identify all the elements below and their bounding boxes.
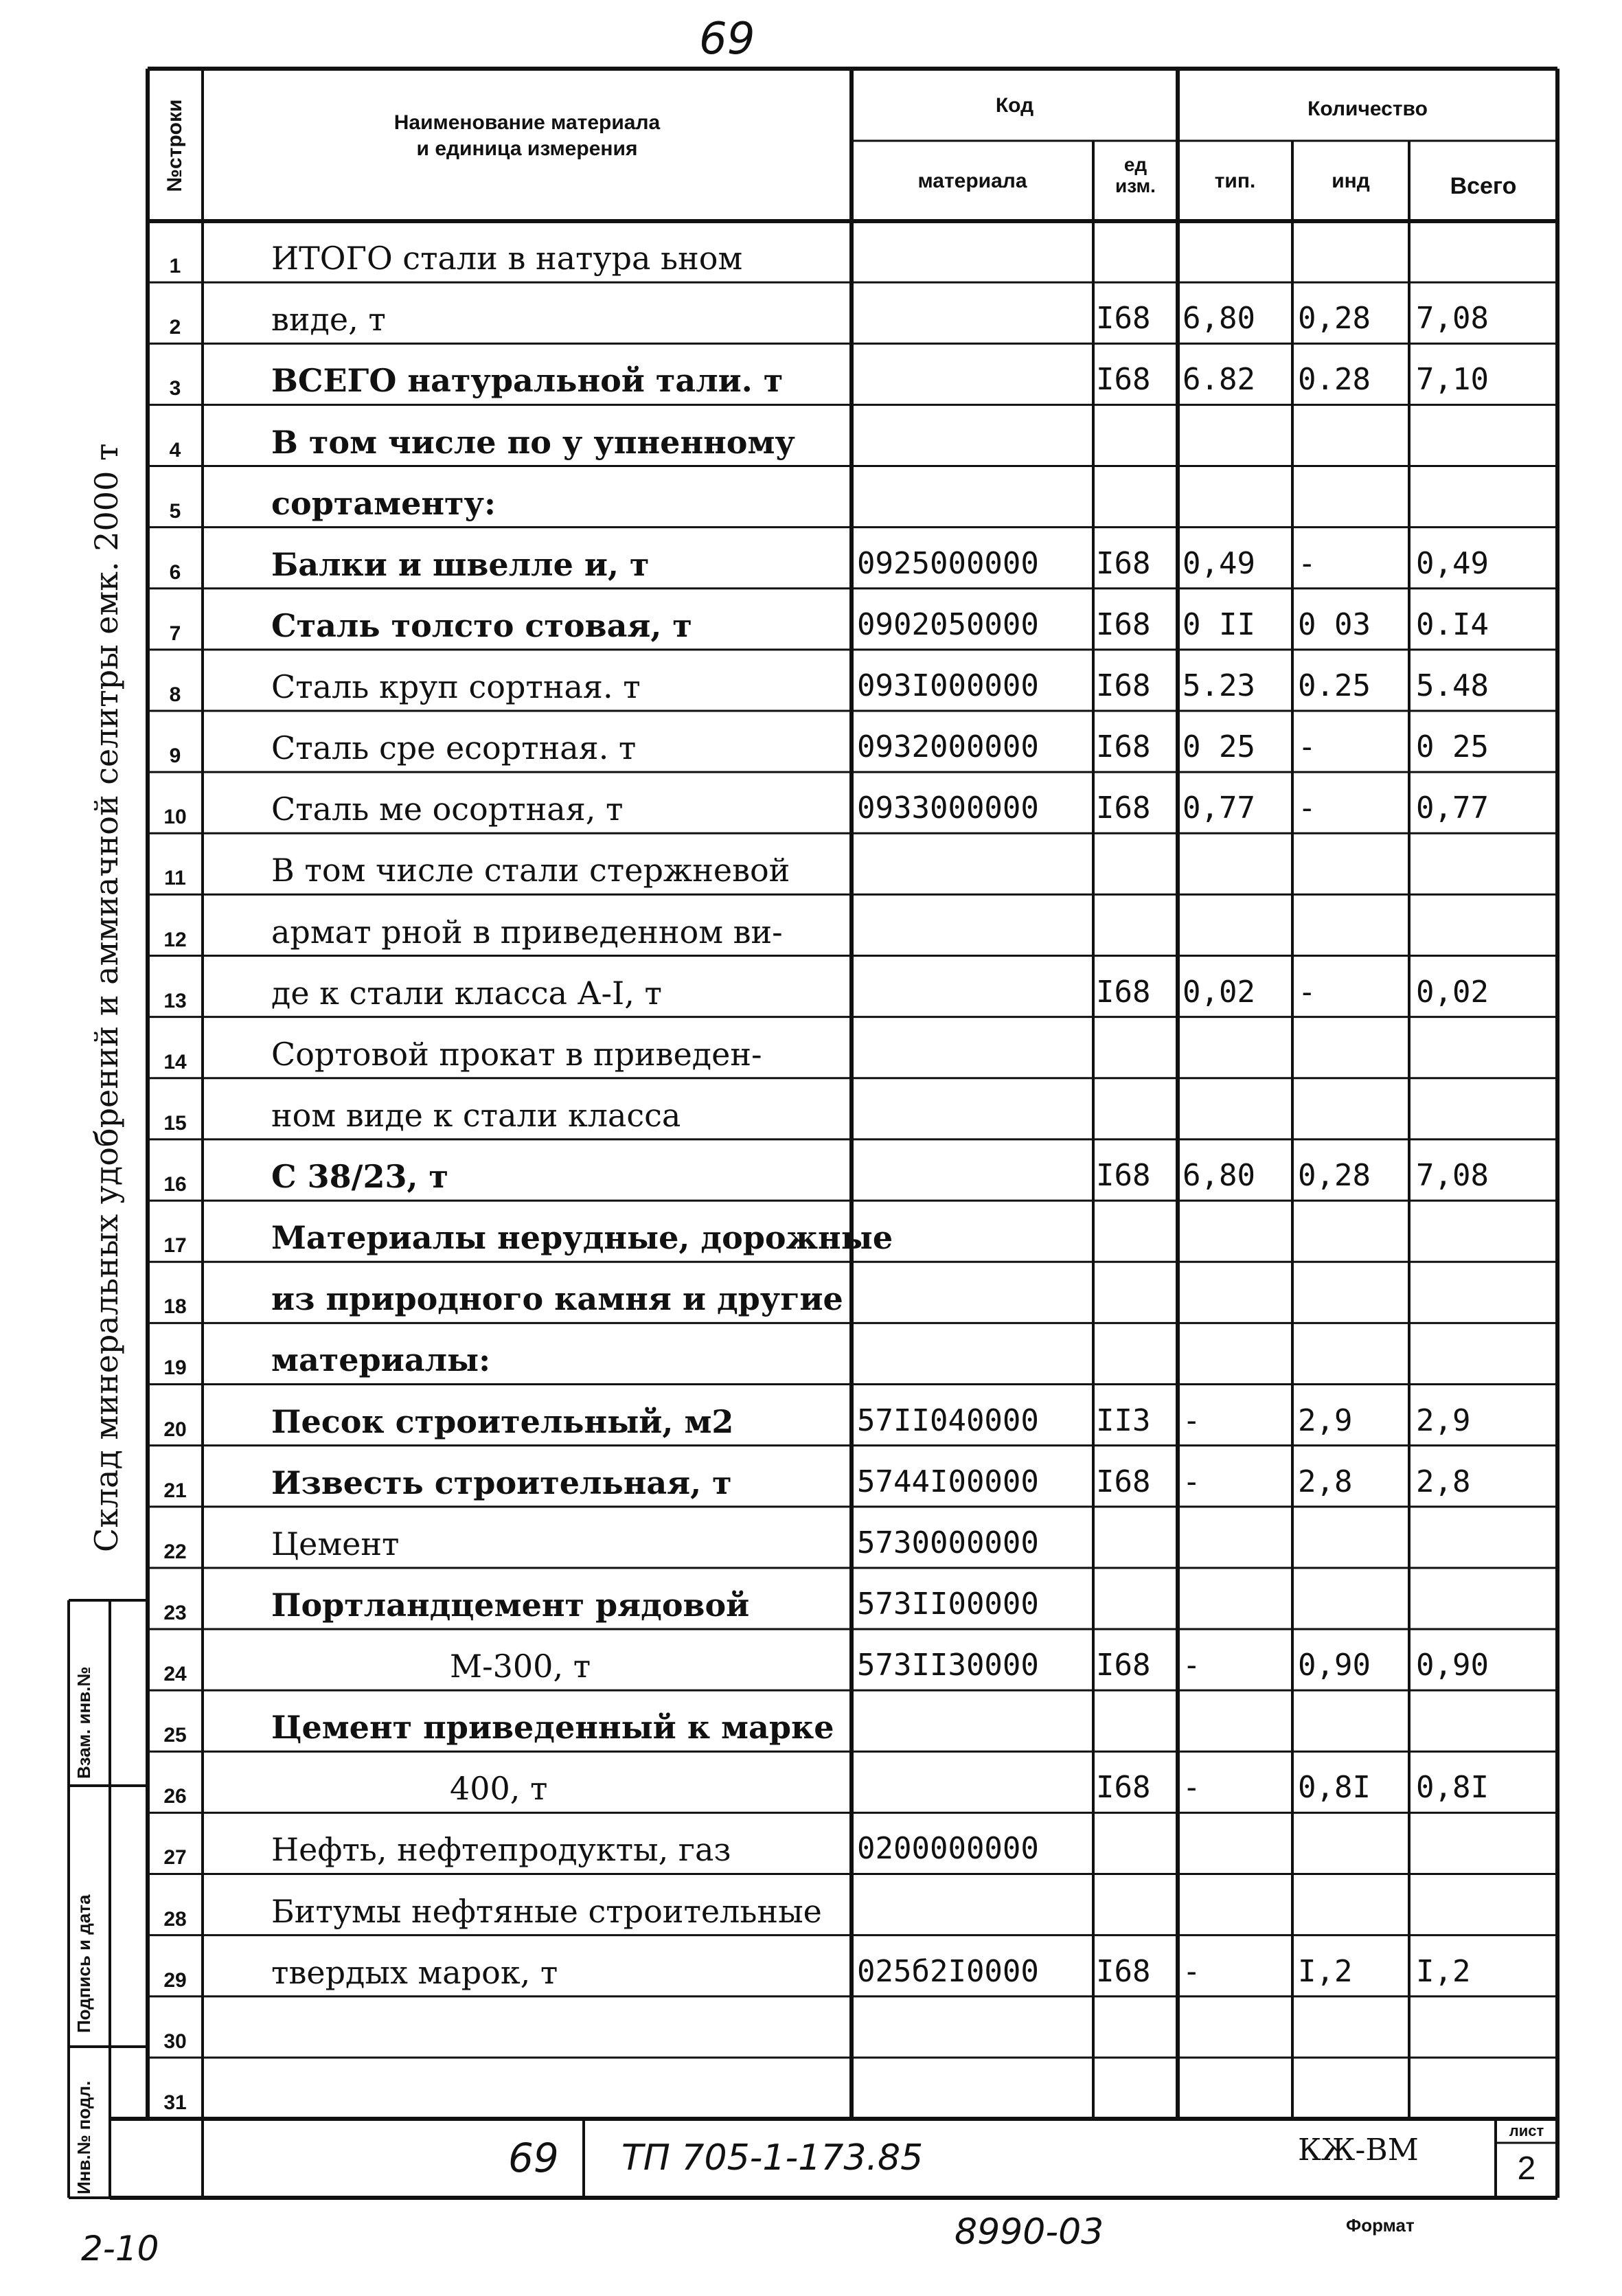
header-name-line1: Наименование материала [393,111,661,134]
bottom-center-note: 8990-03 [955,2212,1104,2253]
row-typ-cell: 0,02 [1183,974,1255,1010]
row-total-cell: 0,77 [1416,791,1489,826]
header-rownum: №строки [163,99,186,192]
row-name-cell: материалы: [271,1341,491,1379]
row-typ-cell: 0 25 [1183,729,1255,765]
row-total-cell: 0.I4 [1416,606,1489,642]
row-number: 6 [169,560,181,584]
row-ind-cell: 0,28 [1298,301,1371,337]
row-typ-cell: - [1183,1464,1201,1499]
stamp-sheet-number: 2 [1517,2150,1536,2187]
row-ind-cell: - [1298,545,1316,581]
page-number-top: 69 [699,14,755,65]
row-number: 24 [163,1663,187,1686]
row-number: 15 [163,1111,187,1135]
row-name-cell: В том числе стали стержневой [271,852,790,889]
row-unit-cell: I68 [1096,362,1151,398]
row-unit-cell: I68 [1096,729,1151,765]
row-name-cell: Цемент приведенный к марке [271,1709,834,1747]
row-number: 26 [163,1785,187,1808]
row-unit-cell: I68 [1096,791,1151,826]
header-unit [1093,155,1178,197]
row-unit-cell: I68 [1096,1770,1151,1806]
row-typ-cell: - [1183,1953,1201,1989]
row-unit-cell: I68 [1096,606,1151,642]
format-label: Формат [1346,2215,1415,2236]
row-typ-cell: 0,49 [1183,545,1255,581]
margin-field-original-inv: Инв.№ подл. [73,2080,94,2194]
row-unit-cell: II3 [1096,1402,1151,1438]
row-number: 8 [169,683,181,707]
row-name-cell: де к стали класса А-I, т [271,974,662,1012]
row-ind-cell: 0 03 [1298,606,1371,642]
row-ind-cell: 2,9 [1298,1402,1353,1438]
row-number: 2 [169,316,181,339]
stamp-sheet-label: лист [1509,2122,1544,2139]
row-total-cell: I,2 [1416,1953,1471,1989]
header-ind: инд [1332,170,1370,192]
row-name-cell: М-300, т [450,1648,591,1685]
stamp-mark: КЖ-ВМ [1298,2133,1419,2168]
header-name-line2: и единица измерения [416,137,638,160]
row-number: 29 [163,1968,187,1992]
row-typ-cell: - [1183,1402,1201,1438]
row-typ-cell: - [1183,1648,1201,1683]
row-name-cell: ном виде к стали класса [271,1096,681,1134]
row-number: 9 [169,745,181,768]
row-ind-cell: 0,8I [1298,1770,1371,1806]
row-ind-cell: 0,90 [1298,1648,1371,1683]
row-number: 5 [169,499,181,523]
row-number: 17 [163,1234,187,1258]
row-name-cell: Цемент [271,1525,400,1562]
row-code-cell: 573II30000 [857,1648,1039,1683]
row-name-cell: С 38/23, т [271,1158,448,1196]
row-number: 25 [163,1724,187,1747]
row-total-cell: 2,9 [1416,1402,1471,1438]
row-number: 11 [164,867,186,890]
header-total: Всего [1450,173,1517,199]
row-number: 21 [163,1479,187,1502]
row-total-cell: 7,10 [1416,362,1489,398]
row-number: 30 [163,2030,187,2053]
row-number: 22 [163,1540,187,1563]
row-name-cell: сортаменту: [271,484,496,522]
margin-field-signature-date: Подпись и дата [73,1894,94,2033]
row-total-cell: 0,90 [1416,1648,1489,1683]
stamp-page-number: 69 [508,2135,559,2181]
row-number: 27 [163,1846,187,1869]
row-number: 28 [163,1907,187,1931]
row-total-cell: 0 25 [1416,729,1489,765]
row-ind-cell: 2,8 [1298,1464,1353,1499]
row-name-cell: Материалы нерудные, дорожные [271,1219,893,1257]
row-unit-cell: I68 [1096,1953,1151,1989]
row-ind-cell: 0.25 [1298,668,1371,704]
row-code-cell: 0902050000 [857,606,1039,642]
row-name-cell: Портландцемент рядовой [271,1586,750,1624]
row-code-cell: 57II040000 [857,1402,1039,1438]
row-code-cell: 0925000000 [857,545,1039,581]
row-typ-cell: - [1183,1770,1201,1806]
row-typ-cell: 6,80 [1183,301,1255,337]
row-total-cell: 7,08 [1416,1158,1489,1194]
row-number: 16 [163,1173,187,1196]
row-typ-cell: 5.23 [1183,668,1255,704]
row-typ-cell: 6,80 [1183,1158,1255,1194]
row-typ-cell: 0 II [1183,606,1255,642]
row-unit-cell: I68 [1096,974,1151,1010]
row-name-cell: ИТОГО стали в натура ьном [271,240,743,277]
row-ind-cell: - [1298,974,1316,1010]
row-name-cell: Балки и швелле и, т [271,545,650,583]
header-code: Код [995,94,1034,117]
row-name-cell: Известь строительная, т [271,1464,732,1501]
header-typ: тип. [1214,170,1256,192]
row-number: 18 [163,1295,187,1319]
row-name-cell: из природного камня и другие [271,1280,843,1318]
header-quantity: Количество [1307,98,1428,120]
row-code-cell: 573II00000 [857,1586,1039,1622]
row-code-cell: 0932000000 [857,729,1039,765]
bottom-left-note: 2-10 [81,2229,159,2269]
row-name-cell: Сталь круп сортная. т [271,668,641,706]
row-code-cell: 093I000000 [857,668,1039,704]
row-ind-cell: 0,28 [1298,1158,1371,1194]
margin-field-replace-inv: Взам. инв.№ [73,1666,94,1779]
row-name-cell: Битумы нефтяные строительные [271,1892,822,1930]
row-unit-cell: I68 [1096,1464,1151,1499]
row-number: 23 [163,1601,187,1624]
header-unit-line1: ед [1123,154,1147,175]
row-total-cell: 5.48 [1416,668,1489,704]
row-code-cell: 5730000000 [857,1525,1039,1560]
stamp-doc-code: ТП 705-1-173.85 [621,2137,924,2179]
row-name-cell: Сталь сре есортная. т [271,729,637,767]
row-ind-cell: 0.28 [1298,362,1371,398]
row-name-cell: ВСЕГО натуральной тали. т [271,362,784,400]
row-number: 14 [163,1050,187,1073]
header-material-code: материала [917,170,1027,192]
row-unit-cell: I68 [1096,668,1151,704]
row-number: 3 [169,377,181,400]
row-number: 31 [163,2091,187,2114]
row-name-cell: виде, т [271,301,386,339]
header-name [206,110,848,161]
row-name-cell: Нефть, нефтепродукты, газ [271,1831,731,1869]
row-number: 13 [163,989,187,1012]
row-unit-cell: I68 [1096,1158,1151,1194]
row-unit-cell: I68 [1096,301,1151,337]
row-name-cell: Сталь толсто стовая, т [271,606,692,644]
row-code-cell: 025б2I0000 [857,1953,1039,1989]
row-number: 7 [169,622,181,645]
row-ind-cell: I,2 [1298,1953,1353,1989]
row-name-cell: Сталь ме осортная, т [271,791,624,828]
row-typ-cell: 0,77 [1183,791,1255,826]
row-ind-cell: - [1298,729,1316,765]
row-name-cell: армат рной в приведенном ви- [271,913,783,951]
row-ind-cell: - [1298,791,1316,826]
row-total-cell: 0,8I [1416,1770,1489,1806]
row-name-cell: твердых марок, т [271,1953,558,1991]
row-total-cell: 7,08 [1416,301,1489,337]
side-title: Склад минеральных удобрений и аммиачной селитры емк. 2000 т [88,443,125,1552]
row-code-cell: 0200000000 [857,1831,1039,1867]
row-total-cell: 0,02 [1416,974,1489,1010]
row-number: 4 [169,438,181,462]
row-number: 12 [163,928,187,951]
row-unit-cell: I68 [1096,545,1151,581]
row-number: 10 [163,806,187,829]
row-code-cell: 0933000000 [857,791,1039,826]
row-typ-cell: 6.82 [1183,362,1255,398]
row-name-cell: Песок строительный, м2 [271,1402,734,1440]
header-unit-line2: изм. [1115,174,1156,196]
row-code-cell: 5744I00000 [857,1464,1039,1499]
row-name-cell: Сортовой прокат в приведен- [271,1035,762,1073]
row-total-cell: 0,49 [1416,545,1489,581]
row-name-cell: В том числе по у упненному [271,423,795,461]
row-number: 20 [163,1418,187,1441]
row-unit-cell: I68 [1096,1648,1151,1683]
row-number: 1 [169,255,181,278]
row-name-cell: 400, т [450,1770,548,1808]
row-number: 19 [163,1356,187,1380]
row-total-cell: 2,8 [1416,1464,1471,1499]
